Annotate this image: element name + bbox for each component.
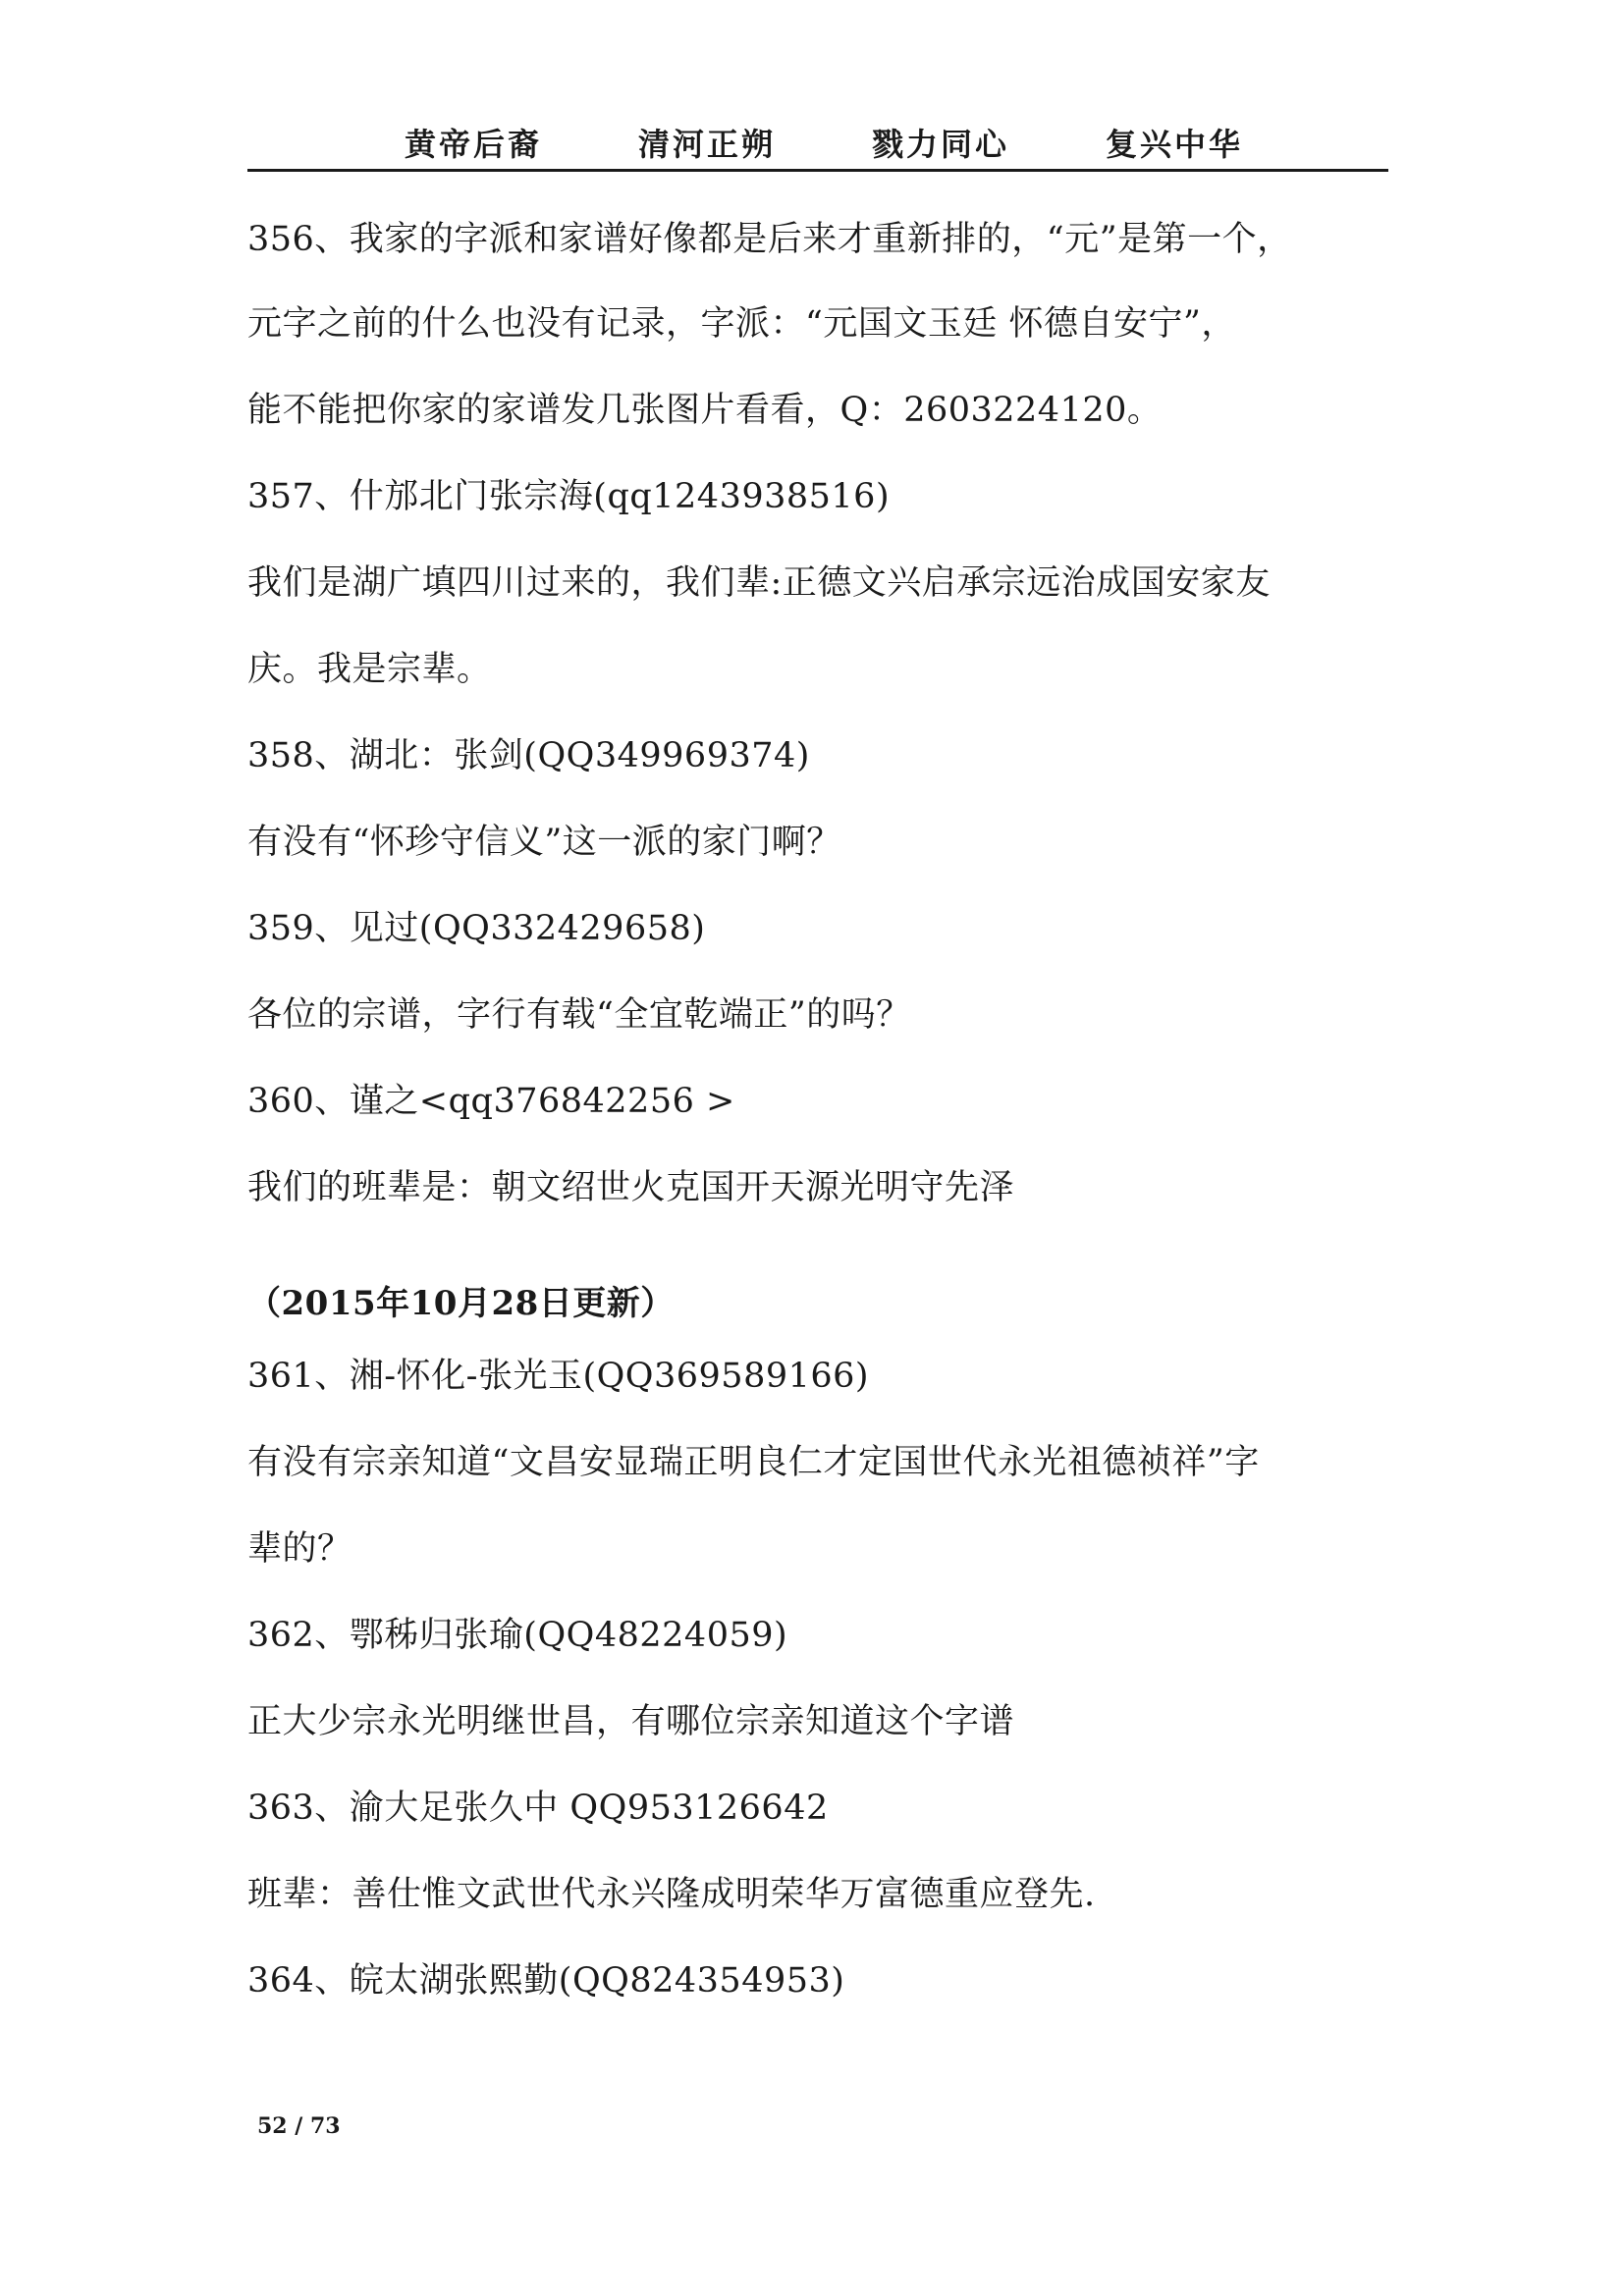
entry-356-line-2: 元字之前的什么也没有记录，字派：“元国文玉廷 怀德自安宁”， (247, 304, 1236, 344)
entry-356-line-3: 能不能把你家的家谱发几张图片看看，Q：2603224120。 (247, 391, 1163, 430)
header-motto: 复兴中华 (1106, 126, 1244, 163)
entry-363-text: 班辈：善仕惟文武世代永兴隆成明荣华万富德重应登先. (247, 1875, 1096, 1914)
entry-357-text-2: 庆。我是宗辈。 (247, 650, 492, 689)
update-date-heading: （2015年10月28日更新） (247, 1284, 675, 1323)
header-motto: 戮力同心 (872, 126, 1010, 163)
entry-360-title: 360、谨之<qq376842256 > (247, 1082, 735, 1121)
entry-358-text: 有没有“怀珍守信义”这一派的家门啊？ (247, 823, 841, 862)
entry-358-title: 358、湖北：张剑(QQ349969374) (247, 736, 810, 775)
entry-357-title: 357、什邡北门张宗海(qq1243938516) (247, 477, 891, 516)
entry-363-title: 363、渝大足张久中 QQ953126642 (247, 1789, 829, 1828)
page-number: 52 / 73 (257, 2113, 341, 2139)
entry-360-text: 我们的班辈是：朝文绍世火克国开天源光明守先泽 (247, 1168, 1015, 1207)
entry-357-text-1: 我们是湖广填四川过来的，我们辈:正德文兴启承宗远治成国安家友 (247, 563, 1271, 603)
entry-362-text: 正大少宗永光明继世昌，有哪位宗亲知道这个字谱 (247, 1702, 1015, 1741)
entry-361-title: 361、湘-怀化-张光玉(QQ369589166) (247, 1357, 870, 1396)
entry-361-text-2: 辈的？ (247, 1529, 352, 1569)
entry-359-title: 359、见过(QQ332429658) (247, 909, 706, 948)
entry-359-text: 各位的宗谱，字行有载“全宜乾端正”的吗？ (247, 995, 911, 1035)
entry-362-title: 362、鄂秭归张瑜(QQ48224059) (247, 1616, 788, 1655)
header-motto: 黄帝后裔 (405, 126, 543, 163)
header-motto: 清河正朔 (638, 126, 777, 163)
entry-361-text-1: 有没有宗亲知道“文昌安显瑞正明良仁才定国世代永光祖德祯祥”字 (247, 1443, 1260, 1482)
entry-364-title: 364、皖太湖张熙勤(QQ824354953) (247, 1961, 845, 2001)
entry-356-line-1: 356、我家的字派和家谱好像都是后来才重新排的，“元”是第一个， (247, 220, 1292, 259)
page-header (247, 116, 1388, 172)
